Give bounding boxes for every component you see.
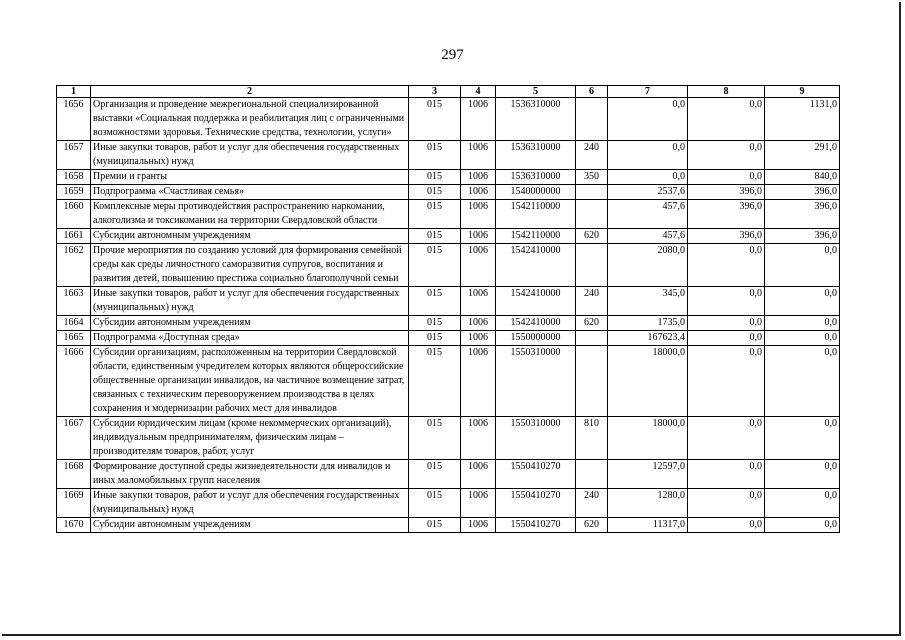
row-number-cell: 1660 — [57, 200, 91, 229]
section-code-cell: 1006 — [461, 141, 496, 170]
amount-col8-cell: 0,0 — [688, 287, 765, 316]
amount-col7-cell: 0,0 — [608, 170, 688, 185]
amount-col9-cell: 0,0 — [765, 489, 840, 518]
item-name-cell: Субсидии юридическим лицам (кроме некоммерческих организаций), индивидуальным предпринимателям, физическим лицам – производителям товаров, работ, услуг — [91, 417, 409, 460]
amount-col9-cell: 0,0 — [765, 518, 840, 533]
table-row — [57, 141, 840, 170]
amount-col8-cell: 396,0 — [688, 185, 765, 200]
amount-col8-cell: 0,0 — [688, 316, 765, 331]
ministry-code-cell: 015 — [409, 489, 461, 518]
target-article-cell: 1542110000 — [496, 200, 576, 229]
amount-col9-cell: 396,0 — [765, 185, 840, 200]
target-article-cell: 1542410000 — [496, 316, 576, 331]
table-row — [57, 185, 840, 200]
table-row — [57, 200, 840, 229]
ministry-code-cell: 015 — [409, 287, 461, 316]
section-code-cell: 1006 — [461, 229, 496, 244]
row-number-cell: 1662 — [57, 244, 91, 287]
row-number-cell: 1666 — [57, 346, 91, 417]
ministry-code-cell: 015 — [409, 417, 461, 460]
ministry-code-cell: 015 — [409, 331, 461, 346]
expense-type-cell — [576, 98, 608, 141]
header-cell: 4 — [461, 86, 496, 98]
ministry-code-cell: 015 — [409, 200, 461, 229]
ministry-code-cell: 015 — [409, 518, 461, 533]
table-row — [57, 287, 840, 316]
table-row — [57, 346, 840, 417]
row-number-cell: 1665 — [57, 331, 91, 346]
expense-type-cell: 620 — [576, 518, 608, 533]
target-article-cell: 1550410270 — [496, 460, 576, 489]
section-code-cell: 1006 — [461, 244, 496, 287]
table-row — [57, 518, 840, 533]
row-number-cell: 1656 — [57, 98, 91, 141]
budget-table — [56, 85, 840, 533]
header-cell: 7 — [608, 86, 688, 98]
expense-type-cell: 620 — [576, 316, 608, 331]
table-row — [57, 417, 840, 460]
ministry-code-cell: 015 — [409, 316, 461, 331]
amount-col9-cell: 0,0 — [765, 331, 840, 346]
section-code-cell: 1006 — [461, 98, 496, 141]
item-name-cell: Подпрограмма «Счастливая семья» — [91, 185, 409, 200]
section-code-cell: 1006 — [461, 331, 496, 346]
table-row — [57, 489, 840, 518]
amount-col9-cell: 0,0 — [765, 417, 840, 460]
amount-col7-cell: 167623,4 — [608, 331, 688, 346]
table-row — [57, 331, 840, 346]
amount-col7-cell: 0,0 — [608, 98, 688, 141]
amount-col9-cell: 840,0 — [765, 170, 840, 185]
amount-col9-cell: 0,0 — [765, 316, 840, 331]
table-row — [57, 244, 840, 287]
amount-col7-cell: 1280,0 — [608, 489, 688, 518]
amount-col8-cell: 0,0 — [688, 98, 765, 141]
table-row — [57, 170, 840, 185]
amount-col7-cell: 12597,0 — [608, 460, 688, 489]
item-name-cell: Премии и гранты — [91, 170, 409, 185]
row-number-cell: 1658 — [57, 170, 91, 185]
target-article-cell: 1542410000 — [496, 287, 576, 316]
amount-col7-cell: 2537,6 — [608, 185, 688, 200]
expense-type-cell — [576, 346, 608, 417]
expense-type-cell: 240 — [576, 489, 608, 518]
target-article-cell: 1550410270 — [496, 489, 576, 518]
expense-type-cell: 240 — [576, 287, 608, 316]
item-name-cell: Иные закупки товаров, работ и услуг для обеспечения государственных (муниципальных) нужд — [91, 489, 409, 518]
amount-col9-cell: 291,0 — [765, 141, 840, 170]
amount-col8-cell: 0,0 — [688, 518, 765, 533]
amount-col9-cell: 1131,0 — [765, 98, 840, 141]
table-row — [57, 316, 840, 331]
item-name-cell: Субсидии автономным учреждениям — [91, 518, 409, 533]
target-article-cell: 1542410000 — [496, 244, 576, 287]
amount-col9-cell: 0,0 — [765, 460, 840, 489]
row-number-cell: 1661 — [57, 229, 91, 244]
row-number-cell: 1664 — [57, 316, 91, 331]
item-name-cell: Формирование доступной среды жизнедеятельности для инвалидов и иных маломобильных групп населения — [91, 460, 409, 489]
header-cell: 8 — [688, 86, 765, 98]
target-article-cell: 1536310000 — [496, 170, 576, 185]
amount-col9-cell: 0,0 — [765, 346, 840, 417]
item-name-cell: Иные закупки товаров, работ и услуг для обеспечения государственных (муниципальных) нужд — [91, 141, 409, 170]
section-code-cell: 1006 — [461, 460, 496, 489]
table-row — [57, 98, 840, 141]
amount-col9-cell: 0,0 — [765, 244, 840, 287]
amount-col8-cell: 0,0 — [688, 331, 765, 346]
section-code-cell: 1006 — [461, 170, 496, 185]
row-number-cell: 1663 — [57, 287, 91, 316]
amount-col7-cell: 11317,0 — [608, 518, 688, 533]
row-number-cell: 1669 — [57, 489, 91, 518]
header-cell: 6 — [576, 86, 608, 98]
expense-type-cell: 350 — [576, 170, 608, 185]
section-code-cell: 1006 — [461, 417, 496, 460]
ministry-code-cell: 015 — [409, 185, 461, 200]
item-name-cell: Комплексные меры противодействия распространению наркомании, алкоголизма и токсикомании на территории Свердловской области — [91, 200, 409, 229]
section-code-cell: 1006 — [461, 316, 496, 331]
ministry-code-cell: 015 — [409, 229, 461, 244]
amount-col8-cell: 396,0 — [688, 229, 765, 244]
expense-type-cell — [576, 331, 608, 346]
amount-col9-cell: 0,0 — [765, 287, 840, 316]
header-cell: 9 — [765, 86, 840, 98]
item-name-cell: Иные закупки товаров, работ и услуг для обеспечения государственных (муниципальных) нужд — [91, 287, 409, 316]
amount-col8-cell: 0,0 — [688, 141, 765, 170]
section-code-cell: 1006 — [461, 346, 496, 417]
amount-col8-cell: 0,0 — [688, 489, 765, 518]
expense-type-cell — [576, 460, 608, 489]
target-article-cell: 1550310000 — [496, 417, 576, 460]
target-article-cell: 1540000000 — [496, 185, 576, 200]
amount-col8-cell: 0,0 — [688, 417, 765, 460]
amount-col7-cell: 457,6 — [608, 229, 688, 244]
amount-col7-cell: 345,0 — [608, 287, 688, 316]
header-cell: 3 — [409, 86, 461, 98]
amount-col8-cell: 396,0 — [688, 200, 765, 229]
target-article-cell: 1536310000 — [496, 98, 576, 141]
section-code-cell: 1006 — [461, 200, 496, 229]
section-code-cell: 1006 — [461, 489, 496, 518]
item-name-cell: Субсидии организациям, расположенным на территории Свердловской области, единственным учредителем которых являются общероссийские общественные организации инвалидов, на частичное возмещение затрат, связанных с техническим перевооружением производства в целях сохранения и модернизации рабочих мест для инвалидов — [91, 346, 409, 417]
amount-col7-cell: 457,6 — [608, 200, 688, 229]
ministry-code-cell: 015 — [409, 98, 461, 141]
expense-type-cell — [576, 185, 608, 200]
ministry-code-cell: 015 — [409, 460, 461, 489]
expense-type-cell — [576, 200, 608, 229]
target-article-cell: 1550410270 — [496, 518, 576, 533]
target-article-cell: 1542110000 — [496, 229, 576, 244]
expense-type-cell: 240 — [576, 141, 608, 170]
item-name-cell: Субсидии автономным учреждениям — [91, 316, 409, 331]
row-number-cell: 1668 — [57, 460, 91, 489]
expense-type-cell: 620 — [576, 229, 608, 244]
header-row — [57, 86, 840, 98]
amount-col8-cell: 0,0 — [688, 244, 765, 287]
target-article-cell: 1550310000 — [496, 346, 576, 417]
amount-col9-cell: 396,0 — [765, 229, 840, 244]
item-name-cell: Подпрограмма «Доступная среда» — [91, 331, 409, 346]
section-code-cell: 1006 — [461, 287, 496, 316]
amount-col8-cell: 0,0 — [688, 346, 765, 417]
amount-col7-cell: 0,0 — [608, 141, 688, 170]
section-code-cell: 1006 — [461, 518, 496, 533]
target-article-cell: 1550000000 — [496, 331, 576, 346]
table-row — [57, 460, 840, 489]
amount-col7-cell: 18000,0 — [608, 346, 688, 417]
amount-col7-cell: 2080,0 — [608, 244, 688, 287]
expense-type-cell — [576, 244, 608, 287]
ministry-code-cell: 015 — [409, 346, 461, 417]
ministry-code-cell: 015 — [409, 141, 461, 170]
expense-type-cell: 810 — [576, 417, 608, 460]
ministry-code-cell: 015 — [409, 170, 461, 185]
target-article-cell: 1536310000 — [496, 141, 576, 170]
table-row — [57, 229, 840, 244]
header-cell: 2 — [91, 86, 409, 98]
row-number-cell: 1657 — [57, 141, 91, 170]
amount-col7-cell: 1735,0 — [608, 316, 688, 331]
item-name-cell: Прочие мероприятия по созданию условий для формирования семейной среды как среды личностного саморазвития супругов, воспитания и развития детей, повышению престижа социально благополучной семьи — [91, 244, 409, 287]
header-cell: 5 — [496, 86, 576, 98]
section-code-cell: 1006 — [461, 185, 496, 200]
amount-col9-cell: 396,0 — [765, 200, 840, 229]
item-name-cell: Субсидии автономным учреждениям — [91, 229, 409, 244]
amount-col8-cell: 0,0 — [688, 460, 765, 489]
ministry-code-cell: 015 — [409, 244, 461, 287]
header-cell: 1 — [57, 86, 91, 98]
row-number-cell: 1659 — [57, 185, 91, 200]
page-number: 297 — [441, 47, 464, 63]
row-number-cell: 1670 — [57, 518, 91, 533]
row-number-cell: 1667 — [57, 417, 91, 460]
amount-col8-cell: 0,0 — [688, 170, 765, 185]
amount-col7-cell: 18000,0 — [608, 417, 688, 460]
item-name-cell: Организация и проведение межрегиональной специализированной выставки «Социальная поддержка и реабилитация лиц с ограниченными возможностями здоровья. Технические средства, технологии, услуги» — [91, 98, 409, 141]
